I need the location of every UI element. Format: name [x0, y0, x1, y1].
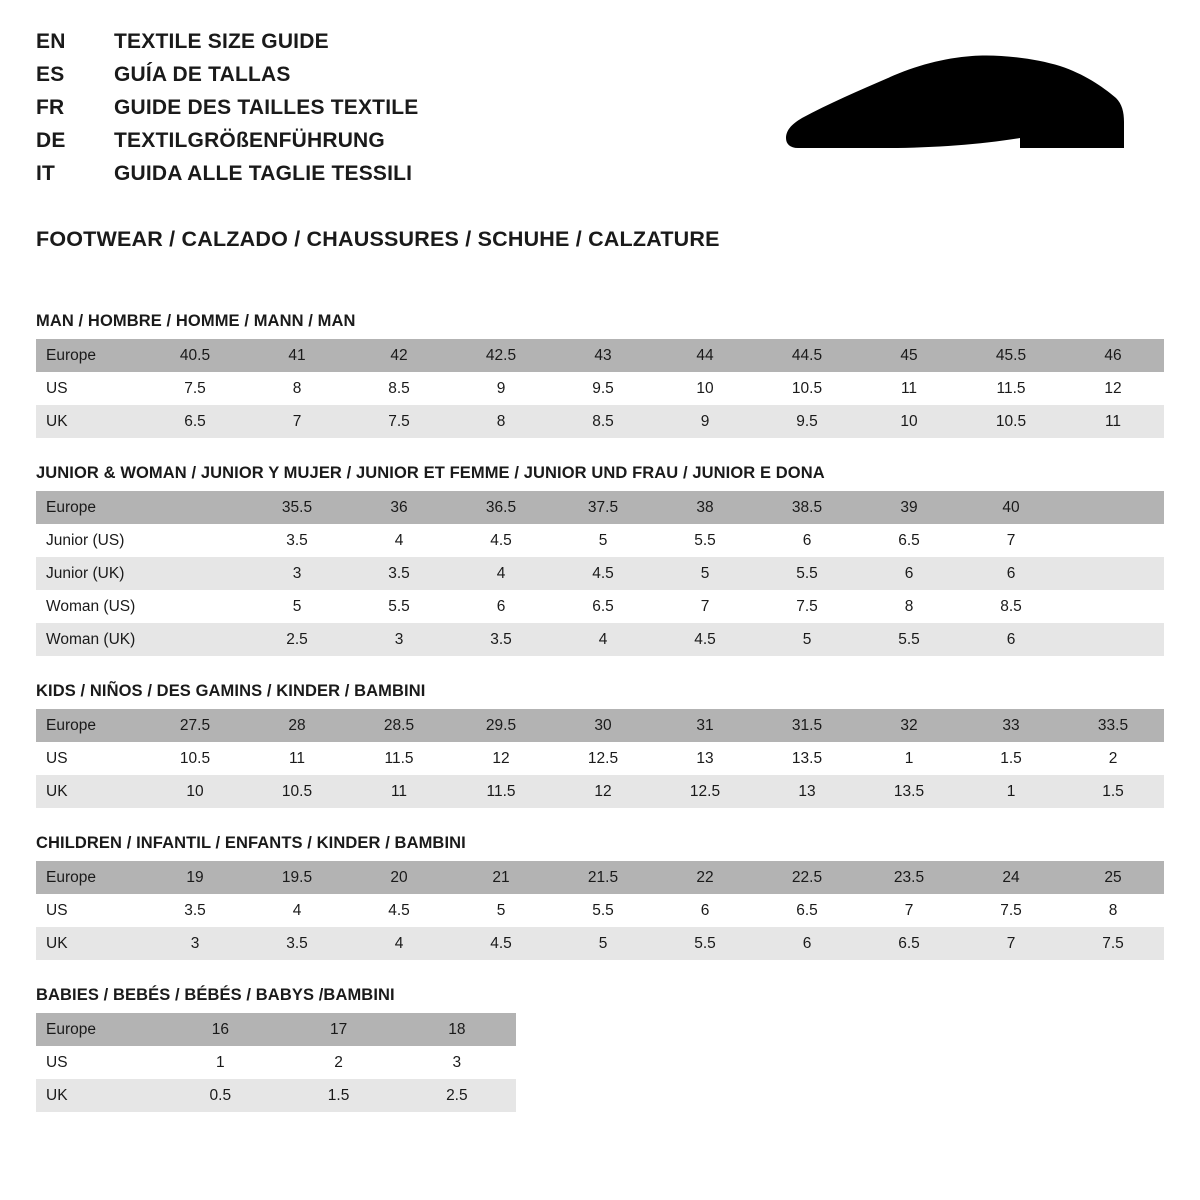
cell: 21.5	[552, 861, 654, 894]
cell: 4.5	[450, 524, 552, 557]
row-label: US	[36, 1046, 161, 1079]
cell: 8	[450, 405, 552, 438]
cell: 40.5	[144, 339, 246, 372]
cell	[1062, 557, 1164, 590]
cell: 3	[144, 927, 246, 960]
cell: 5.5	[858, 623, 960, 656]
cell: 23.5	[858, 861, 960, 894]
cell	[144, 590, 246, 623]
cell: 3.5	[246, 524, 348, 557]
cell: 7	[858, 894, 960, 927]
language-code: DE	[36, 129, 66, 152]
cell: 4	[348, 524, 450, 557]
table-row	[36, 927, 1164, 960]
cell: 6	[450, 590, 552, 623]
cell: 6.5	[858, 524, 960, 557]
cell: 44.5	[756, 339, 858, 372]
table-row	[36, 590, 1164, 623]
cell: 31	[654, 709, 756, 742]
section-title: JUNIOR & WOMAN / JUNIOR Y MUJER / JUNIOR ET FEMME / JUNIOR UND FRAU / JUNIOR E DONA	[36, 464, 825, 482]
cell: 18	[398, 1013, 516, 1046]
row-label: Junior (US)	[36, 524, 144, 557]
cell: 16	[161, 1013, 279, 1046]
cell: 40	[960, 491, 1062, 524]
cell	[144, 557, 246, 590]
cell: 13.5	[858, 775, 960, 808]
cell: 42	[348, 339, 450, 372]
cell: 8	[858, 590, 960, 623]
cell: 28	[246, 709, 348, 742]
shoe-illustration	[764, 30, 1164, 172]
cell: 43	[552, 339, 654, 372]
cell: 36	[348, 491, 450, 524]
cell: 7	[960, 927, 1062, 960]
cell: 5	[552, 524, 654, 557]
cell: 5	[756, 623, 858, 656]
table-row	[36, 742, 1164, 775]
cell: 7.5	[1062, 927, 1164, 960]
cell: 35.5	[246, 491, 348, 524]
table-row	[36, 775, 1164, 808]
language-title: TEXTILE SIZE GUIDE	[114, 30, 329, 53]
cell: 39	[858, 491, 960, 524]
cell: 1.5	[960, 742, 1062, 775]
table-row	[36, 524, 1164, 557]
cell	[1062, 623, 1164, 656]
cell: 17	[279, 1013, 397, 1046]
cell: 1.5	[279, 1079, 397, 1112]
cell: 6	[960, 623, 1062, 656]
cell: 10.5	[246, 775, 348, 808]
cell: 8.5	[552, 405, 654, 438]
cell: 22.5	[756, 861, 858, 894]
category-title: FOOTWEAR / CALZADO / CHAUSSURES / SCHUHE / CALZATURE	[36, 227, 720, 251]
cell: 20	[348, 861, 450, 894]
cell: 3	[398, 1046, 516, 1079]
language-row	[36, 96, 418, 129]
cell: 7	[246, 405, 348, 438]
cell: 5.5	[552, 894, 654, 927]
row-label: UK	[36, 1079, 161, 1112]
section-title: KIDS / NIÑOS / DES GAMINS / KINDER / BAMBINI	[36, 682, 426, 700]
cell: 37.5	[552, 491, 654, 524]
cell: 38	[654, 491, 756, 524]
cell: 25	[1062, 861, 1164, 894]
cell: 1	[858, 742, 960, 775]
cell: 33.5	[1062, 709, 1164, 742]
row-label: Europe	[36, 861, 144, 894]
cell: 27.5	[144, 709, 246, 742]
cell: 6	[654, 894, 756, 927]
cell: 42.5	[450, 339, 552, 372]
cell: 24	[960, 861, 1062, 894]
cell: 44	[654, 339, 756, 372]
language-code: FR	[36, 96, 65, 119]
cell: 4.5	[348, 894, 450, 927]
cell: 46	[1062, 339, 1164, 372]
cell: 7	[654, 590, 756, 623]
cell: 3.5	[450, 623, 552, 656]
language-title: GUÍA DE TALLAS	[114, 63, 291, 86]
cell: 4	[552, 623, 654, 656]
table-row	[36, 1079, 516, 1112]
cell: 6.5	[552, 590, 654, 623]
cell: 3.5	[348, 557, 450, 590]
cell: 5.5	[654, 524, 756, 557]
cell: 36.5	[450, 491, 552, 524]
cell: 11	[348, 775, 450, 808]
language-row	[36, 63, 418, 96]
cell: 11	[1062, 405, 1164, 438]
cell: 11.5	[450, 775, 552, 808]
row-label: Woman (US)	[36, 590, 144, 623]
cell: 11.5	[960, 372, 1062, 405]
row-label: US	[36, 742, 144, 775]
cell: 4.5	[552, 557, 654, 590]
section-junior-woman	[36, 464, 1164, 656]
cell	[1062, 590, 1164, 623]
cell: 5	[246, 590, 348, 623]
cell: 8.5	[348, 372, 450, 405]
cell: 5	[654, 557, 756, 590]
section-title: BABIES / BEBÉS / BÉBÉS / BABYS /BAMBINI	[36, 986, 395, 1004]
cell: 10.5	[960, 405, 1062, 438]
language-row	[36, 30, 418, 63]
row-label: Woman (UK)	[36, 623, 144, 656]
cell: 11	[246, 742, 348, 775]
cell	[144, 491, 246, 524]
cell: 3	[348, 623, 450, 656]
row-label: Junior (UK)	[36, 557, 144, 590]
cell: 45	[858, 339, 960, 372]
cell: 33	[960, 709, 1062, 742]
row-label: US	[36, 372, 144, 405]
cell: 3.5	[246, 927, 348, 960]
cell: 4.5	[654, 623, 756, 656]
size-table-babies	[36, 1013, 516, 1112]
cell: 5	[552, 927, 654, 960]
cell: 12	[1062, 372, 1164, 405]
row-label: UK	[36, 927, 144, 960]
language-code: ES	[36, 63, 65, 86]
table-row	[36, 623, 1164, 656]
language-title: GUIDA ALLE TAGLIE TESSILI	[114, 162, 413, 185]
cell: 10.5	[756, 372, 858, 405]
size-table-junior-woman	[36, 491, 1164, 656]
cell: 10	[144, 775, 246, 808]
cell: 31.5	[756, 709, 858, 742]
cell: 5.5	[654, 927, 756, 960]
cell: 8.5	[960, 590, 1062, 623]
row-label: Europe	[36, 339, 144, 372]
cell: 6	[960, 557, 1062, 590]
page-header	[36, 30, 1164, 195]
language-title: GUIDE DES TAILLES TEXTILE	[114, 96, 419, 119]
language-title-list	[36, 30, 418, 195]
cell: 7.5	[756, 590, 858, 623]
cell: 6.5	[858, 927, 960, 960]
cell: 2	[1062, 742, 1164, 775]
table-row	[36, 1046, 516, 1079]
cell: 30	[552, 709, 654, 742]
cell: 4	[348, 927, 450, 960]
cell: 10	[654, 372, 756, 405]
section-title: MAN / HOMBRE / HOMME / MANN / MAN	[36, 312, 356, 330]
cell: 32	[858, 709, 960, 742]
cell: 9	[450, 372, 552, 405]
language-row	[36, 129, 418, 162]
section-kids	[36, 682, 1164, 808]
cell: 45.5	[960, 339, 1062, 372]
cell: 21	[450, 861, 552, 894]
cell: 6	[756, 524, 858, 557]
cell: 12.5	[552, 742, 654, 775]
row-label: Europe	[36, 491, 144, 524]
table-row	[36, 557, 1164, 590]
cell: 6.5	[144, 405, 246, 438]
table-row	[36, 709, 1164, 742]
cell: 9.5	[552, 372, 654, 405]
row-label: UK	[36, 405, 144, 438]
row-label: Europe	[36, 1013, 161, 1046]
cell: 41	[246, 339, 348, 372]
cell: 11	[858, 372, 960, 405]
cell: 6	[858, 557, 960, 590]
language-row	[36, 162, 418, 195]
cell: 13	[756, 775, 858, 808]
cell: 13	[654, 742, 756, 775]
cell: 2.5	[246, 623, 348, 656]
cell: 11.5	[348, 742, 450, 775]
cell: 7.5	[960, 894, 1062, 927]
section-babies	[36, 986, 1164, 1112]
cell: 5	[450, 894, 552, 927]
section-children	[36, 834, 1164, 960]
cell: 28.5	[348, 709, 450, 742]
cell: 9	[654, 405, 756, 438]
cell: 12.5	[654, 775, 756, 808]
cell: 2	[279, 1046, 397, 1079]
cell	[1062, 524, 1164, 557]
cell	[144, 524, 246, 557]
cell: 10.5	[144, 742, 246, 775]
cell: 10	[858, 405, 960, 438]
table-row	[36, 372, 1164, 405]
size-sections	[36, 312, 1164, 1112]
cell: 38.5	[756, 491, 858, 524]
cell	[144, 623, 246, 656]
cell: 8	[1062, 894, 1164, 927]
language-code: IT	[36, 162, 56, 185]
cell: 5.5	[348, 590, 450, 623]
size-table-man	[36, 339, 1164, 438]
row-label: Europe	[36, 709, 144, 742]
cell: 4	[450, 557, 552, 590]
row-label: UK	[36, 775, 144, 808]
row-label: US	[36, 894, 144, 927]
cell: 8	[246, 372, 348, 405]
cell: 1.5	[1062, 775, 1164, 808]
table-row	[36, 339, 1164, 372]
cell: 7.5	[348, 405, 450, 438]
table-row	[36, 861, 1164, 894]
cell: 4	[246, 894, 348, 927]
cell: 5.5	[756, 557, 858, 590]
cell: 13.5	[756, 742, 858, 775]
cell: 9.5	[756, 405, 858, 438]
cell: 7	[960, 524, 1062, 557]
cell: 22	[654, 861, 756, 894]
cell: 19.5	[246, 861, 348, 894]
size-table-kids	[36, 709, 1164, 808]
cell: 29.5	[450, 709, 552, 742]
cell: 2.5	[398, 1079, 516, 1112]
section-title: CHILDREN / INFANTIL / ENFANTS / KINDER / BAMBINI	[36, 834, 466, 852]
table-row	[36, 1013, 516, 1046]
cell: 1	[161, 1046, 279, 1079]
cell: 12	[450, 742, 552, 775]
cell: 19	[144, 861, 246, 894]
table-row	[36, 405, 1164, 438]
cell: 1	[960, 775, 1062, 808]
language-title: TEXTILGRÖßENFÜHRUNG	[114, 129, 385, 152]
cell: 0.5	[161, 1079, 279, 1112]
size-table-children	[36, 861, 1164, 960]
table-row	[36, 491, 1164, 524]
table-row	[36, 894, 1164, 927]
language-code: EN	[36, 30, 66, 53]
cell: 3.5	[144, 894, 246, 927]
cell: 6	[756, 927, 858, 960]
cell: 12	[552, 775, 654, 808]
cell: 6.5	[756, 894, 858, 927]
section-man	[36, 312, 1164, 438]
cell	[1062, 491, 1164, 524]
cell: 3	[246, 557, 348, 590]
cell: 7.5	[144, 372, 246, 405]
cell: 4.5	[450, 927, 552, 960]
